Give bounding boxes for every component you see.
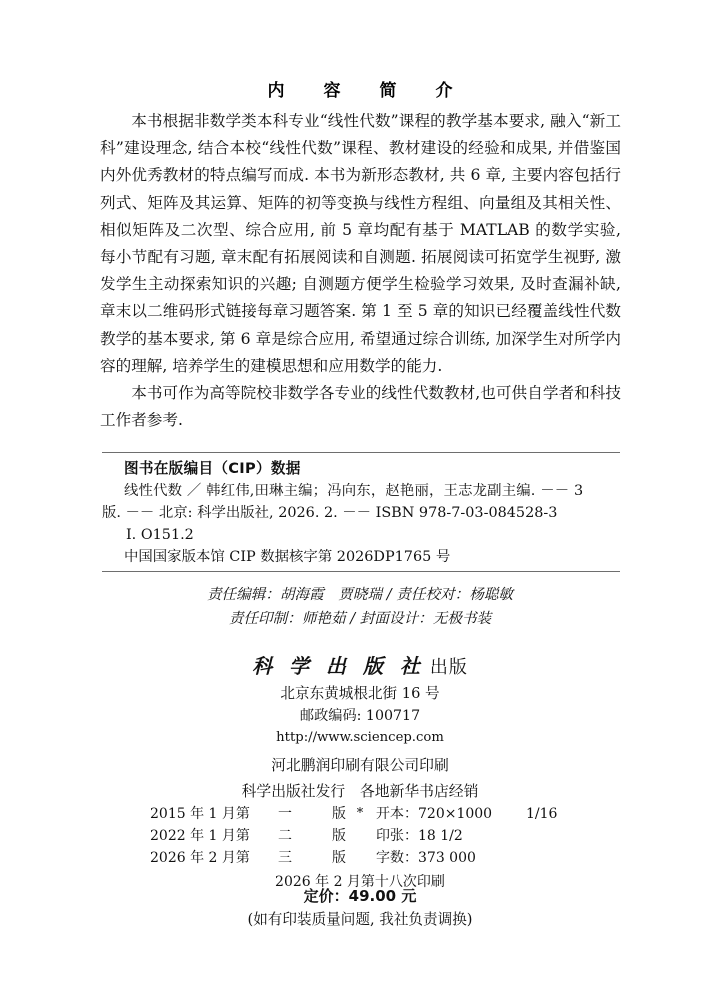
publisher-logo-line: [0, 652, 720, 682]
edition-ban: 版: [332, 806, 346, 822]
page-title: 内 容 简 介: [267, 81, 464, 101]
cip-block: [102, 458, 622, 568]
edition-row: [150, 847, 570, 869]
edition-date: 2026 年 2 月第: [150, 850, 250, 866]
cip-publication: 版. －－ 北京: 科学出版社, 2026. 2. －－ ISBN 978-7-03-084528-3: [102, 505, 558, 521]
edition-ban: 版: [332, 850, 346, 866]
abstract-paragraph-2: 本书可作为高等院校非数学各专业的线性代数教材,也可供自学者和科技工作者参考.: [100, 384, 621, 430]
cip-rule-bottom: [102, 571, 620, 572]
cip-rule-top: [102, 452, 620, 453]
edition-ban: 版: [332, 828, 346, 844]
edition-date: 2022 年 1 月第: [150, 828, 250, 844]
editorial-credits: [0, 583, 720, 631]
price-note: (如有印装质量问题, 我社负责调换): [247, 911, 473, 928]
edition-table: [0, 803, 720, 894]
publisher-logo-suffix: 出版: [429, 657, 468, 678]
cip-classification: Ⅰ. O151.2: [126, 527, 194, 543]
price-amount: 定价：49.00 元: [303, 887, 417, 905]
cip-registration: 中国国家版本馆 CIP 数据核字第 2026DP1765 号: [124, 549, 451, 565]
credits-production: 责任印制：师艳茹 / 封面设计：无极书装: [228, 610, 492, 627]
impression-line: 2026 年 2 月第十八次印刷: [275, 874, 445, 890]
abstract-body: [100, 108, 621, 434]
edition-extra: [526, 847, 570, 869]
edition-row: [150, 803, 570, 825]
edition-spec: 字数：373 000: [376, 850, 476, 866]
cip-authors: 线性代数 ／ 韩红伟,田琳主编；冯向东，赵艳丽，王志龙副主编. －－ 3: [124, 483, 584, 499]
cip-heading: 图书在版编目（CIP）数据: [124, 460, 301, 477]
asterisk-separator: *: [356, 806, 364, 821]
edition-extra: 1/16: [526, 806, 558, 822]
edition-row: [150, 825, 570, 847]
edition-ordinal: 一: [278, 806, 292, 822]
edition-spec: 印张：18 1/2: [376, 828, 463, 844]
credits-editors: 责任编辑：胡海霞 贾晓瑞 / 责任校对：杨聪敏: [206, 586, 514, 603]
publisher-postcode: 邮政编码: 100717: [299, 708, 421, 724]
edition-date: 2015 年 1 月第: [150, 806, 250, 822]
publisher-logo: 科 学 出 版 社: [252, 654, 425, 678]
edition-ordinal: 二: [278, 828, 292, 844]
distributor-name: 科学出版社发行 各地新华书店经销: [241, 783, 479, 800]
edition-extra: [526, 825, 570, 847]
edition-ordinal: 三: [278, 850, 292, 866]
publisher-block: [0, 652, 720, 823]
price-block: [0, 884, 720, 932]
publisher-address: 北京东黄城根北街 16 号: [280, 685, 440, 702]
publisher-url[interactable]: http://www.sciencep.com: [276, 730, 444, 745]
abstract-paragraph-1: 本书根据非数学类本科专业“线性代数”课程的教学基本要求, 融入“新工科”建设理念, 结合本校“线性代数”课程、教材建设的经验和成果, 并借鉴国内外优秀教材的特点编写而成. 本书为新形态教材, 共 6 章, 主要内容包括行列式、矩阵及其运算、矩阵的初等变换与线性方程组、向量组及其相关性、相似矩阵及二次型、综合应用, 前 5 章均配有基于 MATLAB 的数学实验, 每小节配有习题, 章末配有拓展阅读和自测题. 拓展阅读可拓宽学生视野, 激发学生主动探索知识的兴趣; 自测题方便学生检验学习效果, 及时查漏补缺, 章末以二维码形式链接每章习题答案. 第 1 至 5 章的知识已经覆盖线性代数教学的基本要求, 第 6 章是综合应用, 希望通过综合训练, 加深学生对所学内容的理解, 培养学生的建模思想和应用数学的能力.: [100, 112, 621, 375]
edition-spec: 开本：720×1000: [376, 806, 493, 822]
printer-name: 河北鹏润印刷有限公司印刷: [271, 757, 449, 774]
